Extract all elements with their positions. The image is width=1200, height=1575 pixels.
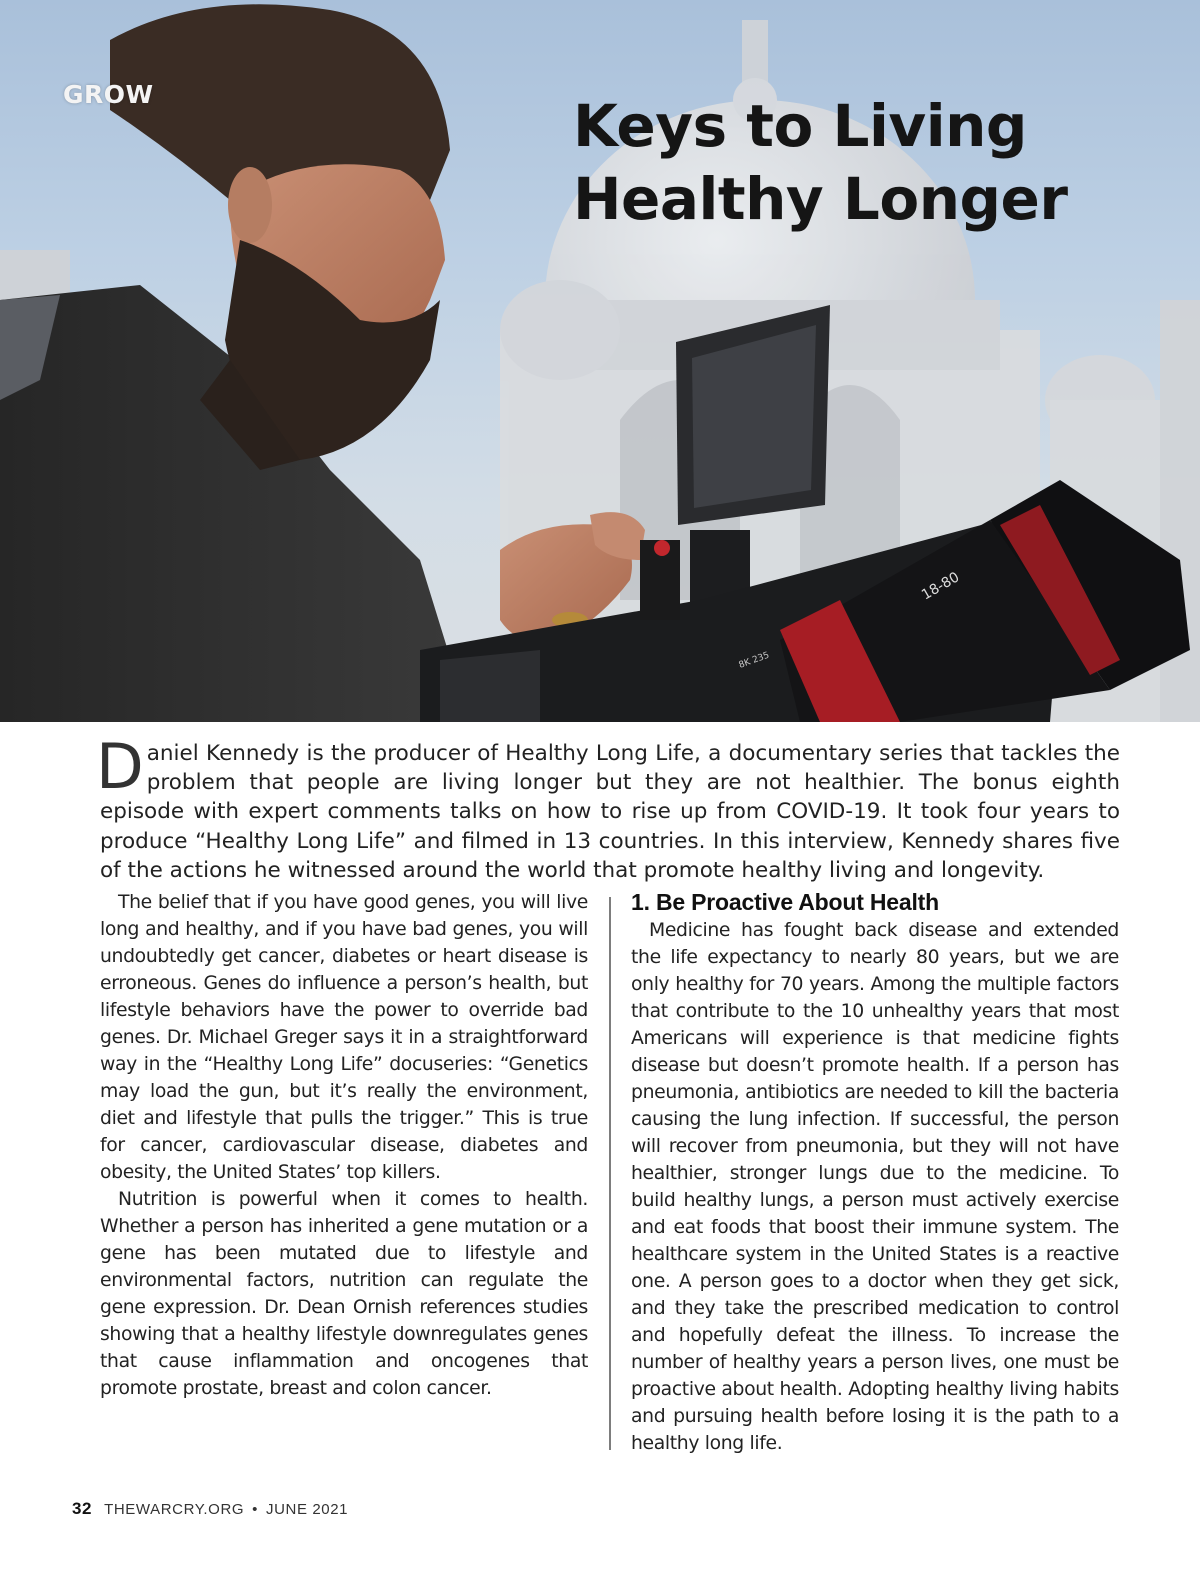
section-label: GROW: [63, 80, 154, 109]
body-paragraph: Medicine has fought back disease and extended the life expectancy to nearly 80 years, but we are only healthy for 70 years. Among the multiple factors that contribute to the 10 unhealthy years that most Americans will experience is that medicine fights disease but doesn’t promote health. If a person has pneumonia, antibiotics are needed to kill the bacteria causing the lung infection. If successful, the person will recover from pneumonia, but they will not have healthier, stronger lungs due to the medicine. To build healthy lungs, a person must actively exercise and eat foods that boost their immune system. The healthcare system in the United States is a reactive one. A person goes to a doctor when they get sick, and they take the prescribed medication to control and hopefully defeat the illness. To increase the number of healthy years a person lives, one must be proactive about health. Adopting healthy living habits and pursuing health before losing it is the path to a healthy long life.: [631, 920, 1119, 1454]
page-footer: [72, 1499, 348, 1519]
title-line-1: Keys to Living: [573, 92, 1027, 160]
body-paragraph: Nutrition is powerful when it comes to health. Whether a person has inherited a gene mutation or a gene has been mutated due to lifestyle and environmental factors, nutrition can regulate the gene expression. Dr. Dean Ornish references studies showing that a healthy lifestyle downregulates genes that cause inflammation and oncogenes that promote prostate, breast and colon cancer.: [100, 1189, 588, 1399]
camera-body-marking: 8K 235: [737, 650, 771, 671]
intro-text: aniel Kennedy is the producer of Healthy Long Life, a documentary series that tackles the problem that people are living longer but they are not healthier. The bonus eighth episode with expert comments talks on how to rise up from COVID-19. It took four years to produce “Healthy Long Life” and filmed in 13 countries. In this interview, Kennedy shares five of the actions he witnessed around the world that promote healthy living and longevity.: [100, 741, 1120, 883]
lens-marking: 18-80: [919, 569, 963, 604]
section-subhead: 1. Be Proactive About Health: [631, 889, 939, 915]
right-column: [631, 889, 1119, 1457]
footer-issue: JUNE 2021: [266, 1501, 349, 1518]
footer-separator: •: [252, 1501, 259, 1518]
intro-paragraph: [96, 730, 1120, 885]
man-silhouette: [0, 4, 470, 722]
title-line-2: Healthy Longer: [573, 165, 1068, 233]
drop-cap: D: [96, 730, 144, 803]
left-column: [100, 889, 588, 1402]
body-paragraph: The belief that if you have good genes, you will live long and healthy, and if you have bad genes, you will undoubtedly get cancer, diabetes or heart disease is erroneous. Genes do influence a person’s health, but lifestyle behaviors have the power to override bad genes. Dr. Michael Greger says it in a straightforward way in the “Healthy Long Life” docuseries: “Genetics may load the gun, but it’s really the environment, diet and lifestyle that pulls the trigger.” This is true for cancer, cardiovascular disease, diabetes and obesity, the United States’ top killers.: [100, 892, 588, 1183]
footer-site: THEWARCRY.ORG: [104, 1501, 245, 1518]
page-number: 32: [72, 1499, 93, 1518]
page-title: [573, 90, 1067, 236]
hero-photo: [0, 0, 1200, 722]
column-divider: [609, 897, 611, 1450]
